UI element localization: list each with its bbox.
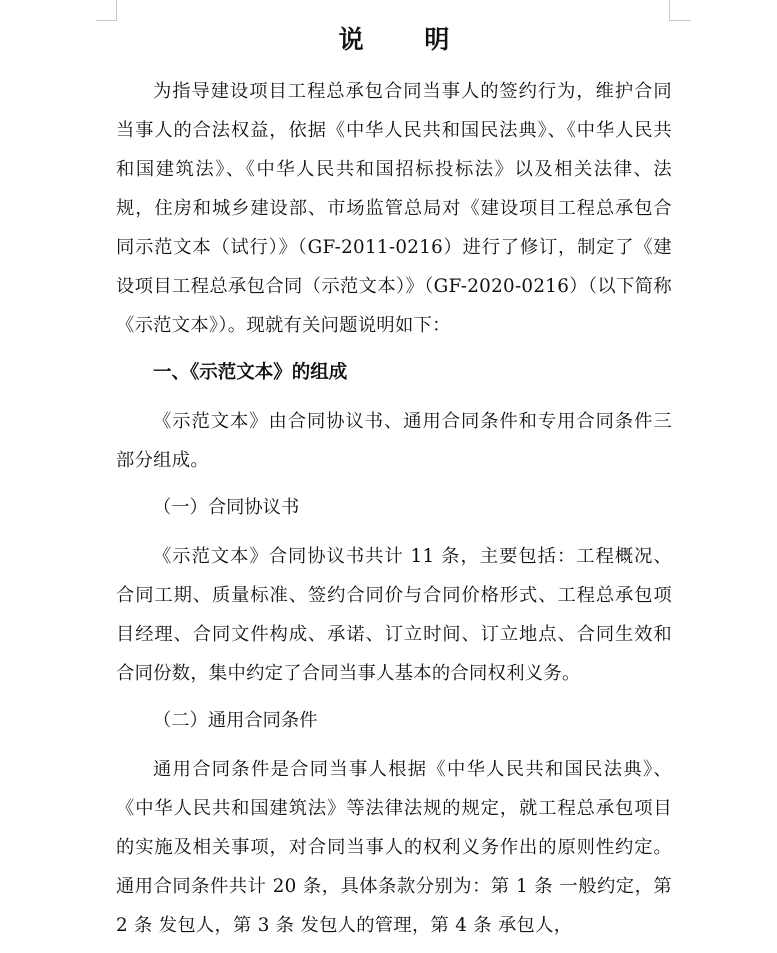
crop-mark-top-left-vertical — [116, 0, 117, 20]
crop-mark-top-right-horizontal — [669, 20, 691, 21]
intro-paragraph: 为指导建设项目工程总承包合同当事人的签约行为，维护合同当事人的合法权益，依据《中华人民共和国民法典》、《中华人民共和国建筑法》、《中华人民共和国招标投标法》以及相关法律、法规，住房和城乡建设部、市场监管总局对《建设项目工程总承包合同示范文本（试行）》（GF-2011-0216）进行了修订，制定了《建设项目工程总承包合同（示范文本）》（GF-2020-0216）（以下简称《示范文本》）。现就有关问题说明如下： — [116, 81, 672, 336]
crop-mark-top-left-horizontal — [96, 20, 117, 21]
subsection-1-heading: （一）合同协议书 — [153, 497, 300, 518]
section-1-heading: 一、《示范文本》的组成 — [153, 362, 348, 383]
subsection-2-heading: （二）通用合同条件 — [153, 710, 318, 731]
subsection-2-paragraph: 通用合同条件是合同当事人根据《中华人民共和国民法典》、《中华人民共和国建筑法》等法律法规的规定，就工程总承包项目的实施及相关事项，对合同当事人的权利义务作出的原则性约定。通用合同条件共计 20 条，具体条款分别为：第 1 条 一般约定，第 2 条 发包人，第 3 条 发包人的管理，第 4 条 承包人， — [116, 759, 672, 936]
document-body — [116, 18, 672, 953]
subsection-1-paragraph: 《示范文本》合同协议书共计 11 条，主要包括：工程概况、合同工期、质量标准、签约合同价与合同价格形式、工程总承包项目经理、合同文件构成、承诺、订立时间、订立地点、合同生效和合同份数，集中约定了合同当事人基本的合同权利义务。 — [116, 546, 672, 684]
section-1-paragraph: 《示范文本》由合同协议书、通用合同条件和专用合同条件三部分组成。 — [116, 411, 672, 471]
crop-mark-top-right-vertical — [669, 0, 670, 20]
document-title: 说 明 — [338, 25, 476, 54]
